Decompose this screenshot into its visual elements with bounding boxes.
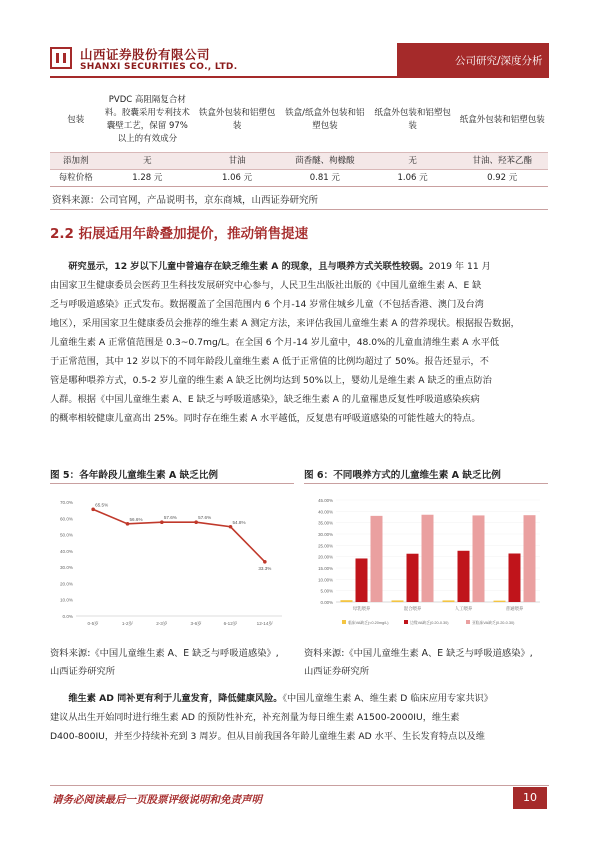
x-tick-label: 母乳喂养 — [352, 606, 371, 611]
x-tick-label: 0-5岁 — [87, 621, 99, 626]
paragraph-lead: 维生素 AD 同补更有利于儿童发育，降低健康风险。 — [68, 693, 283, 704]
figure-6-title: 图 6：不同喂养方式的儿童维生素 A 缺乏比例 — [304, 470, 501, 481]
bar — [356, 558, 368, 602]
bar — [494, 601, 506, 602]
text-line: 于正常范围，其中 12 岁以下的不同年龄段儿童维生素 A 低于正常值的比例均超过了 50%。报告还显示，不 — [50, 356, 489, 367]
text-line: 地区），采用国家卫生健康委员会推荐的维生素 A 测定方法，来评估我国儿童维生素 A 的营养现状。根据报告数据， — [50, 318, 520, 329]
source-line: 山西证券研究所 — [304, 666, 370, 677]
source-line: 资料来源:《中国儿童维生素 A、E 缺乏与呼吸道感染》, — [304, 648, 533, 659]
text-line: 人群。根据《中国儿童维生素 A、E 缺乏与呼吸道感染》，缺乏维生素 A 的儿童罹患反复性呼吸道感染疾病 — [50, 394, 480, 405]
x-tick-label: 混合喂养 — [403, 606, 422, 611]
legend-label: 边缘VA缺乏(0.20-0.30) — [410, 621, 449, 625]
figure-6-source — [304, 645, 533, 681]
table-cell: 茴香醚、枸橼酸 — [281, 153, 369, 170]
paragraph-lead: 研究显示，12 岁以下儿童中普遍存在缺乏维生素 A 的现象，且与喂养方式关联性较弱。 — [68, 261, 429, 272]
y-tick-label: 10.0% — [59, 597, 73, 603]
data-point — [263, 560, 267, 564]
data-point — [160, 520, 164, 524]
y-tick-label: 40.00% — [318, 509, 333, 515]
bar — [443, 600, 455, 602]
table-cell: 0.92 元 — [456, 170, 548, 187]
y-tick-label: 60.0% — [59, 516, 73, 522]
legend-swatch — [466, 620, 470, 624]
product-comparison-table — [50, 88, 548, 187]
table-row — [50, 170, 548, 187]
bar — [509, 553, 521, 602]
x-tick-label: 普通喂养 — [505, 606, 524, 611]
company-logo-icon — [50, 47, 72, 69]
section-title: 2.2 拓展适用年龄叠加提价，推动销售提速 — [50, 226, 309, 242]
data-label: 54.8% — [232, 519, 246, 525]
y-tick-label: 20.00% — [318, 554, 333, 560]
source-line: 资料来源:《中国儿童维生素 A、E 缺乏与呼吸道感染》, — [50, 648, 279, 659]
table-cell: 甘油 — [193, 153, 281, 170]
brand-name-cn: 山西证券股份有限公司 — [80, 47, 211, 62]
page-number: 10 — [513, 787, 547, 809]
disclaimer-link[interactable]: 请务必阅读最后一页股票评级说明和免责声明 — [52, 794, 262, 806]
data-label: 57.6% — [163, 515, 177, 521]
legend-label: 亚临床VA缺乏(0.20-0.30) — [472, 621, 515, 625]
footer-divider — [50, 785, 549, 786]
text-line: 《中国儿童维生素 A、维生素 D 临床应用专家共识》 — [282, 693, 493, 704]
figure-5-title: 图 5：各年龄段儿童维生素 A 缺乏比例 — [50, 470, 219, 481]
table-cell: 无 — [101, 153, 193, 170]
data-label: 65.5% — [95, 502, 109, 508]
y-tick-label: 50.0% — [59, 532, 73, 538]
y-tick-label: 5.00% — [320, 588, 333, 594]
y-tick-label: 70.0% — [59, 500, 73, 505]
legend-label: 临床VA缺乏(<0.20mg/L) — [348, 621, 389, 625]
figure-title-divider — [304, 483, 548, 484]
brand-name-en: SHANXI SECURITIES CO., LTD. — [80, 62, 238, 72]
bar — [458, 551, 470, 602]
y-tick-label: 30.0% — [59, 565, 73, 571]
text-line: 的概率相较健康儿童高出 25%。同时存在维生素 A 水平越低，反复患有呼吸道感染的可能性越大的特点。 — [50, 413, 481, 424]
x-tick-label: 2-3岁 — [156, 621, 168, 626]
table-cell: PVDC 高阻隔复合材料。胶囊采用专利技术囊壁工艺，保留 97%以上的有效成分 — [104, 95, 190, 144]
bar — [422, 515, 434, 602]
text-line: D400-800IU，并至少持续补充到 3 周岁。但从目前我国各年龄儿童维生素 AD 水平、生长发育特点以及维 — [50, 731, 485, 742]
data-label: 57.6% — [198, 515, 212, 521]
y-tick-label: 20.0% — [59, 581, 73, 587]
row-label: 添加剂 — [50, 153, 101, 170]
bar — [371, 516, 383, 602]
line-chart-vitamin-a-by-age — [50, 488, 294, 638]
table-row — [50, 153, 548, 170]
text-line: 由国家卫生健康委员会医药卫生科技发展研究中心参与，人民卫生出版社出版的《中国儿童维生素 A、E 缺 — [50, 280, 482, 291]
table-source: 资料来源：公司官网，产品说明书，京东商城，山西证券研究所 — [52, 195, 319, 206]
bar — [473, 515, 485, 602]
table-row — [50, 88, 548, 153]
table-cell: 甘油、羟苯乙酯 — [456, 153, 548, 170]
table-cell: 无 — [369, 153, 457, 170]
data-label: 33.3% — [258, 565, 272, 571]
y-tick-label: 0.00% — [320, 600, 333, 605]
bar-chart-vitamin-a-by-feeding — [304, 488, 548, 638]
y-tick-label: 15.00% — [318, 566, 333, 571]
data-point — [229, 525, 233, 529]
x-tick-label: 6-12岁 — [223, 621, 238, 626]
y-tick-label: 0.0% — [62, 614, 73, 619]
legend-swatch — [404, 620, 408, 624]
bar — [524, 515, 536, 602]
data-point — [91, 508, 95, 512]
table-cell: 铁盒外包装和铝塑包装 — [198, 108, 276, 131]
data-label: 56.6% — [129, 516, 143, 522]
y-tick-label: 30.00% — [318, 532, 333, 537]
bar — [392, 600, 404, 602]
header-divider — [50, 76, 549, 78]
figure-5-source — [50, 645, 279, 681]
x-tick-label: 人工喂养 — [454, 606, 473, 611]
y-tick-label: 35.00% — [318, 520, 333, 526]
table-cell: 0.81 元 — [281, 170, 369, 187]
body-paragraph — [50, 689, 548, 746]
table-cell: 1.06 元 — [193, 170, 281, 187]
report-type-label: 公司研究/深度分析 — [455, 55, 543, 67]
figure-title-divider — [50, 483, 294, 484]
text-line: 建议从出生开始同时进行维生素 AD 的预防性补充，补充剂量为每日维生素 A1500-2000IU，维生素 — [50, 712, 460, 723]
text-line: 乏与呼吸道感染》正式发布。数据覆盖了全国范围内 6 个月-14 岁常住城乡儿童（不包括香港、澳门及台湾 — [50, 299, 484, 310]
row-label: 包装 — [67, 114, 85, 125]
y-tick-label: 40.0% — [59, 548, 73, 554]
bar — [407, 554, 419, 602]
table-cell: 1.06 元 — [369, 170, 457, 187]
series-line — [93, 509, 265, 561]
source-line: 山西证券研究所 — [50, 666, 116, 677]
y-tick-label: 25.00% — [318, 543, 333, 549]
data-point — [126, 522, 130, 526]
table-cell: 纸盒外包装和铝塑包装 — [459, 114, 545, 125]
page-header — [0, 0, 596, 78]
table-cell: 铁盒/纸盒外包装和铝塑包装 — [285, 108, 365, 131]
body-paragraph — [50, 257, 548, 428]
section-divider — [50, 209, 548, 210]
table-cell: 1.28 元 — [101, 170, 193, 187]
y-tick-label: 45.00% — [318, 498, 333, 503]
text-line: 2019 年 11 月 — [428, 261, 491, 272]
row-label: 每粒价格 — [50, 170, 101, 187]
text-line: 儿童维生素 A 正常值范围是 0.3~0.7mg/L。在全国 6 个月-14 岁儿童中，48.0%的儿童血清维生素 A 水平低 — [50, 337, 500, 348]
y-tick-label: 10.00% — [318, 577, 333, 583]
legend-swatch — [342, 620, 346, 624]
data-point — [194, 520, 198, 524]
x-tick-label: 12-14岁 — [256, 621, 274, 626]
table-cell: 纸盒外包装和铝塑包装 — [374, 108, 451, 131]
x-tick-label: 1-2岁 — [121, 621, 134, 626]
text-line: 管是哪种喂养方式，0.5-2 岁儿童的维生素 A 缺乏比例均达到 50%以上，婴幼儿是维生素 A 缺乏的重点防治 — [50, 375, 492, 386]
x-tick-label: 3-6岁 — [190, 621, 202, 626]
bar — [341, 600, 353, 602]
